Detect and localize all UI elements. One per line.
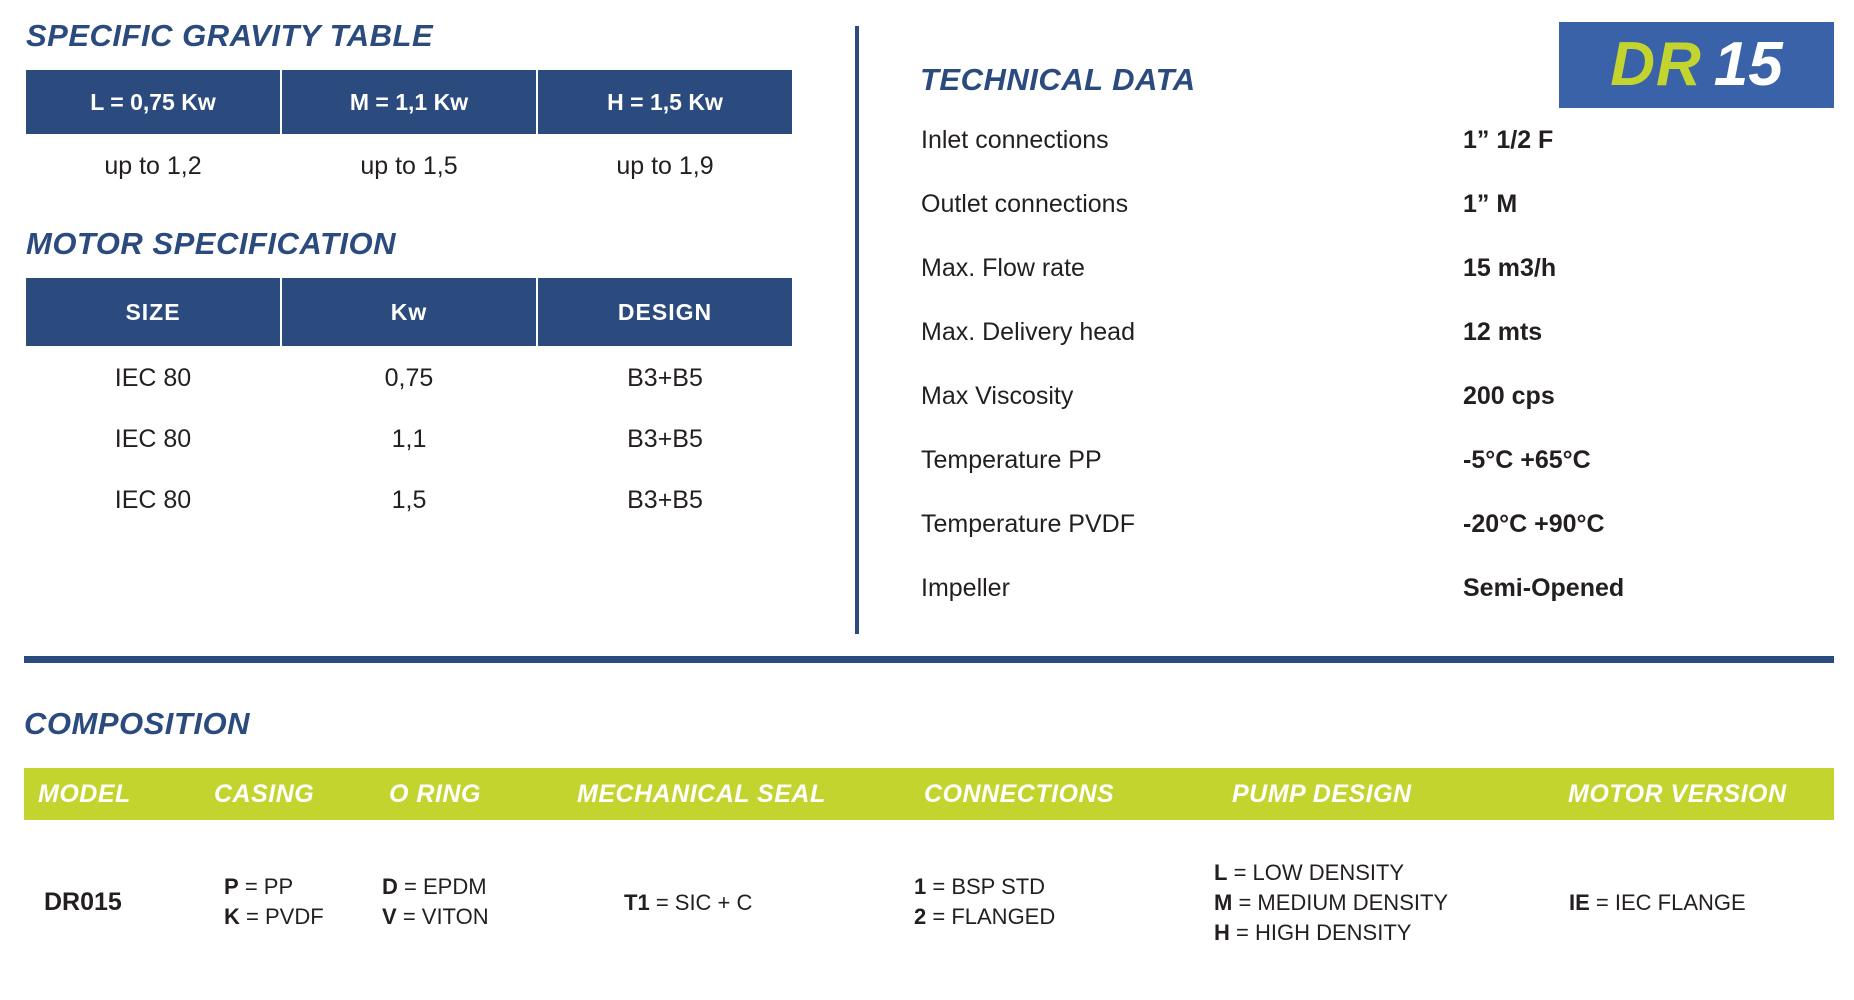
- td-label: Max. Flow rate: [921, 253, 1085, 282]
- pump-design-text: = MEDIUM DENSITY: [1238, 890, 1449, 915]
- td-value: 1” M: [1463, 189, 1518, 218]
- motor-specification-title: MOTOR SPECIFICATION: [26, 226, 397, 261]
- ms-cell-size: IEC 80: [114, 425, 192, 453]
- vertical-divider: [855, 26, 859, 634]
- ms-header-kw: Kw: [281, 277, 537, 347]
- motor-version-code: IE: [1569, 890, 1590, 915]
- seal-code: T1: [624, 890, 650, 915]
- motor-specification-table: [24, 276, 794, 531]
- composition-pump-design: [1214, 858, 1448, 948]
- td-label: Temperature PVDF: [921, 509, 1135, 538]
- left-column: [24, 18, 844, 531]
- composition-connections: [914, 872, 1055, 932]
- pump-design-code: H: [1214, 920, 1230, 945]
- table-row: [25, 470, 793, 531]
- list-item: [1569, 888, 1746, 918]
- list-item: [624, 888, 752, 918]
- motor-version-text: = IEC FLANGE: [1595, 890, 1746, 915]
- comp-header-pump-design: PUMP DESIGN: [1232, 780, 1412, 808]
- ms-cell-size: IEC 80: [114, 486, 192, 514]
- badge-number: 15: [1713, 30, 1783, 99]
- table-header-row: [25, 277, 793, 347]
- td-value: -5°C +65°C: [1463, 445, 1591, 474]
- td-label: Inlet connections: [921, 125, 1109, 154]
- composition-mechanical-seal: [624, 888, 752, 918]
- td-label: Outlet connections: [921, 189, 1129, 218]
- technical-data-title: TECHNICAL DATA: [920, 62, 1196, 97]
- table-row: [920, 108, 1680, 172]
- model-code: DR015: [44, 888, 122, 916]
- composition-model: [44, 888, 122, 917]
- composition-o-ring: [382, 872, 489, 932]
- td-value: -20°C +90°C: [1463, 509, 1605, 538]
- table-row: [920, 172, 1680, 236]
- sg-header-l: L = 0,75 Kw: [25, 69, 281, 135]
- td-label: Temperature PP: [921, 445, 1102, 474]
- table-header-row: [25, 69, 793, 135]
- specific-gravity-table: [24, 68, 794, 196]
- pump-design-text: = LOW DENSITY: [1233, 860, 1405, 885]
- connection-code: 2: [914, 904, 927, 929]
- technical-data-table: [920, 108, 1680, 620]
- td-label: Impeller: [921, 573, 1010, 602]
- connection-code: 1: [914, 874, 927, 899]
- composition-title: COMPOSITION: [24, 706, 250, 741]
- td-label: Max Viscosity: [921, 381, 1074, 410]
- sg-value-m: up to 1,5: [281, 135, 537, 196]
- td-value: 12 mts: [1463, 317, 1543, 346]
- sg-value-l: up to 1,2: [25, 135, 281, 196]
- o-ring-text: = EPDM: [404, 874, 487, 899]
- td-label: Max. Delivery head: [921, 317, 1135, 346]
- horizontal-divider: [24, 656, 1834, 663]
- table-row: [920, 364, 1680, 428]
- pump-design-code: L: [1214, 860, 1228, 885]
- ms-header-size: SIZE: [25, 277, 281, 347]
- table-row: [920, 300, 1680, 364]
- ms-header-design: DESIGN: [537, 277, 793, 347]
- seal-text: = SIC + C: [655, 890, 753, 915]
- list-item: [1214, 918, 1448, 948]
- casing-text: = PP: [244, 874, 294, 899]
- connection-text: = BSP STD: [932, 874, 1046, 899]
- td-value: 1” 1/2 F: [1463, 125, 1554, 154]
- sg-header-h: H = 1,5 Kw: [537, 69, 793, 135]
- pump-design-text: = HIGH DENSITY: [1236, 920, 1412, 945]
- list-item: [224, 872, 324, 902]
- comp-header-connections: CONNECTIONS: [924, 780, 1115, 808]
- connection-text: = FLANGED: [932, 904, 1056, 929]
- td-value: Semi-Opened: [1463, 573, 1625, 602]
- technical-data-section: [920, 62, 1700, 620]
- list-item: [382, 872, 489, 902]
- casing-code: P: [224, 874, 239, 899]
- o-ring-code: V: [382, 904, 397, 929]
- badge-prefix: DR: [1610, 30, 1702, 99]
- comp-header-motor-version: MOTOR VERSION: [1568, 780, 1787, 808]
- sg-header-m: M = 1,1 Kw: [281, 69, 537, 135]
- comp-header-o-ring: O RING: [389, 780, 481, 808]
- comp-header-mechanical-seal: MECHANICAL SEAL: [577, 780, 826, 808]
- table-row: [25, 135, 793, 196]
- pump-design-code: M: [1214, 890, 1233, 915]
- ms-cell-kw: 1,5: [391, 486, 427, 514]
- list-item: [914, 872, 1055, 902]
- table-row: [920, 236, 1680, 300]
- table-row: [920, 492, 1680, 556]
- table-row: [920, 556, 1680, 620]
- ms-cell-design: B3+B5: [627, 364, 703, 392]
- td-value: 15 m3/h: [1463, 253, 1557, 282]
- list-item: [1214, 888, 1448, 918]
- table-row: [920, 428, 1680, 492]
- composition-body: [24, 840, 1834, 980]
- comp-header-model: MODEL: [38, 780, 131, 808]
- ms-cell-kw: 1,1: [391, 425, 427, 453]
- td-value: 200 cps: [1463, 381, 1555, 410]
- composition-casing: [224, 872, 324, 932]
- casing-text: = PVDF: [246, 904, 324, 929]
- ms-cell-design: B3+B5: [627, 486, 703, 514]
- table-row: [25, 347, 793, 409]
- table-row: [25, 409, 793, 470]
- o-ring-code: D: [382, 874, 398, 899]
- sg-value-h: up to 1,9: [537, 135, 793, 196]
- ms-cell-size: IEC 80: [114, 364, 192, 392]
- casing-code: K: [224, 904, 240, 929]
- product-badge: [1559, 22, 1834, 108]
- specific-gravity-title: SPECIFIC GRAVITY TABLE: [26, 18, 434, 53]
- ms-cell-design: B3+B5: [627, 425, 703, 453]
- comp-header-casing: CASING: [214, 780, 315, 808]
- composition-header-bar: [24, 768, 1834, 820]
- list-item: [224, 902, 324, 932]
- list-item: [382, 902, 489, 932]
- o-ring-text: = VITON: [402, 904, 489, 929]
- composition-motor-version: [1569, 888, 1746, 918]
- list-item: [1214, 858, 1448, 888]
- ms-cell-kw: 0,75: [384, 364, 434, 392]
- list-item: [914, 902, 1055, 932]
